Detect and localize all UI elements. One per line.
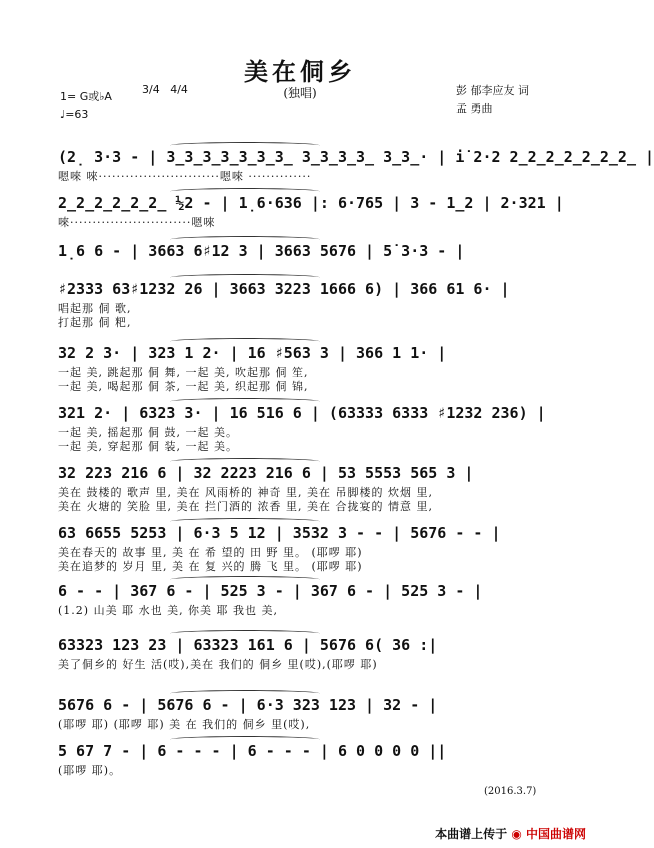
key-signature: 1= G或♭A [60,90,112,103]
lyric-line: 美在追梦的 岁月 里, 美 在 复 兴的 腾 飞 里。 (耶啰 耶) [58,560,363,573]
tie-slur [170,188,320,195]
lyric-line: (1.2) 山美 耶 水也 美, 你美 耶 我也 美, [58,604,279,617]
lyric-line: 一起 美, 喝起那 侗 茶, 一起 美, 织起那 侗 锦, [58,380,309,393]
time-signature-2: 4/4 [170,82,188,96]
tie-slur [170,576,320,583]
time-signature [142,82,188,95]
score-row-notes: 6 - - | 367 6 - | 525 3 - | 367 6 - | 525 3 - | [58,582,483,600]
score-row-notes: 1̣6 6 - | 3663 6♯12 3 | 3663 5676 | 5̇ 3·3 - | [58,242,465,260]
score-row-notes: 32 2 3· | 323 1 2· | 16 ♯563 3 | 366 1 1· | [58,344,447,362]
score-row-notes: 321 2· | 6323 3· | 16 516 6 | (63333 6333 ♯1232 236) | [58,404,546,422]
page-subtitle: (独唱) [283,86,317,100]
lyric-line: (耶啰 耶) (耶啰 耶) 美 在 我们的 侗乡 里(哎), [58,718,311,731]
tie-slur [170,458,320,465]
score-row-notes: 2̲2̲2̲2̲2̲2̲ ½2 - | 1̣6·636 |: 6·765 | 3 - 1̲2 | 2·321 | [58,194,564,212]
score-row-notes: (2̣ 3·3 - | 3̲3̲3̲3̲3̲3̲3̲ 3̲3̲3̲3̲ 3̲3̲· | i̇ 2·2 2̲2̲2̲2̲2̲2̲2̲ | [58,148,654,166]
tie-slur [170,236,320,243]
tie-slur [170,338,320,345]
tie-slur [170,518,320,525]
tie-slur [170,736,320,743]
site-logo-icon: ◉ [511,827,522,841]
tie-slur [170,142,320,149]
lyric-line: 唻···························嗯唻 [58,216,216,229]
lyric-line: 美在春天的 故事 里, 美 在 希 望的 田 野 里。 (耶啰 耶) [58,546,363,559]
lyric-line: 打起那 侗 粑, [58,316,132,329]
score-row-notes: 5 67 7 - | 6 - - - | 6 - - - | 6 0 0 0 0 || [58,742,447,760]
lyric-line: 嗯唻 唻···························嗯唻 ·············· [58,170,312,183]
lyric-line: (耶啰 耶)。 [58,764,122,777]
footer [435,825,586,842]
lyric-line: 美了侗乡的 好生 活(哎),美在 我们的 侗乡 里(哎),(耶啰 耶) [58,658,378,671]
score-row-notes: 63 6655 5253 | 6·3 5 12 | 3532 3 - - | 5676 - - | [58,524,501,542]
site-logo: 中国曲谱网 [525,827,586,841]
lyric-line: 一起 美, 跳起那 侗 舞, 一起 美, 吹起那 侗 笙, [58,366,309,379]
lyric-line: 美在 火塘的 笑脸 里, 美在 拦门酒的 浓香 里, 美在 合拢宴的 情意 里, [58,500,433,513]
score-row-notes: ♯2333 63♯1232 26 | 3663 3223 1666 6) | 366 61 6· | [58,280,510,298]
lyric-line: 一起 美, 摇起那 侗 鼓, 一起 美。 [58,426,238,439]
composer-credit: 孟 勇曲 [456,102,493,115]
score-row-notes: 63323 123 23 | 63323 161 6 | 5676 6( 36 :| [58,636,438,654]
tie-slur [170,630,320,637]
lyric-line: 一起 美, 穿起那 侗 装, 一起 美。 [58,440,238,453]
date: (2016.3.7) [484,786,537,797]
page-title: 美在侗乡 [244,58,356,86]
score-row-notes: 32 223 216 6 | 32 2223 216 6 | 53 5553 565 3 | [58,464,474,482]
tempo: ♩=63 [60,108,89,121]
tie-slur [170,398,320,405]
lyricist-credit: 彭 郁李应友 词 [456,84,529,97]
lyric-line: 美在 鼓楼的 歌声 里, 美在 风雨桥的 神奇 里, 美在 吊脚楼的 炊烟 里, [58,486,433,499]
tie-slur [170,690,320,697]
lyric-line: 唱起那 侗 歌, [58,302,132,315]
score-row-notes: 5676 6 - | 5676 6 - | 6·3 323 123 | 32 - | [58,696,438,714]
footer-text: 本曲谱上传于 [435,827,508,841]
tie-slur [170,274,320,281]
time-signature-1: 3/4 [142,82,160,96]
